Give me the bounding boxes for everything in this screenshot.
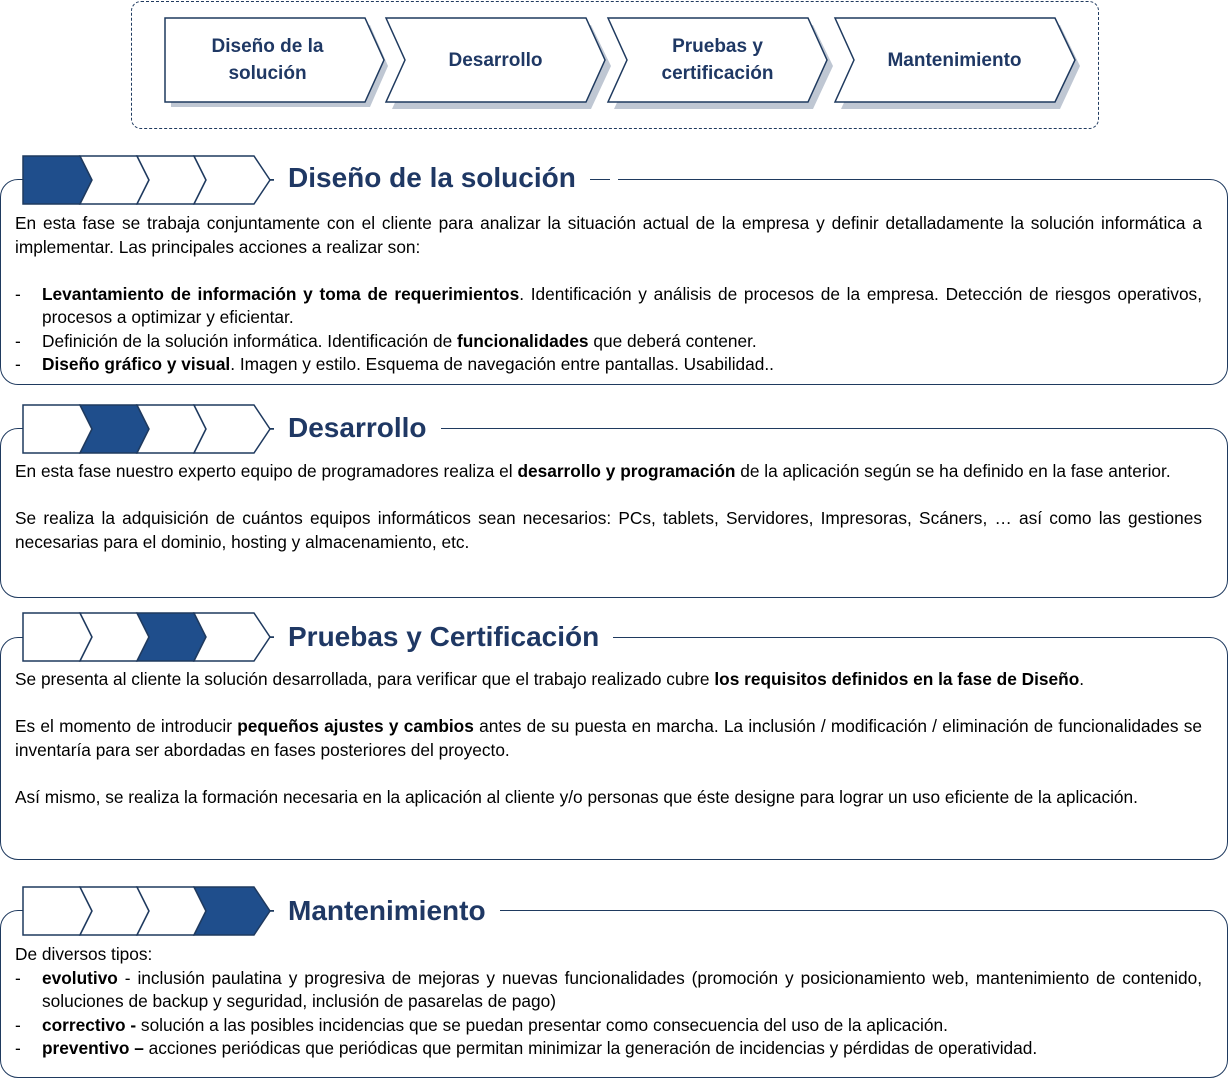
section-title: Mantenimiento	[274, 893, 500, 929]
progress-chevrons-icon	[22, 886, 302, 936]
flow-step-label: Mantenimiento	[887, 49, 1022, 71]
list-item: - evolutivo - inclusión paulatina y progresiva de mejoras y nuevas funcionalidades (promoción y posicionamiento web, mantenimiento de contenido, soluciones de backup y seguridad, inclusión de pasarelas de pago)	[15, 967, 1202, 1014]
section-title: Desarrollo	[274, 410, 441, 446]
section-paragraph: Se realiza la adquisición de cuántos equipos informáticos sean necesarios: PCs, tablets, Servidores, Impresoras, Scáners, … así como las gestiones necesarias para el dominio, hosting y almacenamiento, etc.	[15, 508, 1202, 552]
section-paragraph: Así mismo, se realiza la formación necesaria en la aplicación al cliente y/o personas que éste designe para lograr un uso eficiente de la aplicación.	[15, 786, 1138, 807]
list-item: - Diseño gráfico y visual. Imagen y estilo. Esquema de navegación entre pantallas. Usabilidad..	[15, 353, 1202, 377]
progress-chevrons-icon	[22, 404, 302, 454]
flow-step-pruebas	[608, 18, 830, 104]
progress-chevrons-icon	[22, 612, 302, 662]
section-pruebas-body	[15, 668, 1202, 809]
flow-step-label: Pruebas y	[672, 36, 763, 57]
section-paragraph: Se presenta al cliente la solución desarrollada, para verificar que el trabajo realizado cubre los requisitos definidos en la fase de Diseño.	[15, 669, 1085, 689]
list-item: - preventivo – acciones periódicas que periódicas que permitan minimizar la generación de incidencias y pérdidas de operatividad.	[15, 1037, 1202, 1061]
flow-step-label: Desarrollo	[448, 49, 543, 71]
flow-step-desarrollo	[386, 18, 608, 104]
section-intro: En esta fase se trabaja conjuntamente con el cliente para analizar la situación actual de la empresa y definir detalladamente la solución informática a implementar. Las principales acciones a realizar son:	[15, 213, 1202, 257]
section-mantenimiento-body	[15, 943, 1202, 1061]
bullet-list	[15, 283, 1202, 377]
section-desarrollo-body	[15, 460, 1202, 554]
section-title: Pruebas y Certificación	[274, 619, 613, 655]
flow-step-label: solución	[228, 63, 307, 84]
flow-step-label: certificación	[661, 63, 774, 84]
bullet-list	[15, 967, 1202, 1061]
flow-step-label: Diseño de la	[211, 36, 324, 57]
section-paragraph: En esta fase nuestro experto equipo de programadores realiza el desarrollo y programación de la aplicación según se ha definido en la fase anterior.	[15, 461, 1171, 481]
list-item: - Definición de la solución informática. Identificación de funcionalidades que deberá contener.	[15, 330, 1202, 354]
list-item: - Levantamiento de información y toma de requerimientos. Identificación y análisis de procesos de la empresa. Detección de riesgos operativos, procesos a optimizar y eficientar.	[15, 283, 1202, 330]
section-title: Diseño de la solución	[274, 160, 590, 196]
flow-step-diseno	[165, 18, 387, 104]
section-intro: De diversos tipos:	[15, 944, 153, 964]
section-diseno-body	[15, 212, 1202, 377]
list-item: - correctivo - solución a las posibles incidencias que se puedan presentar como consecuencia del uso de la aplicación.	[15, 1014, 1202, 1038]
section-paragraph: Es el momento de introducir pequeños ajustes y cambios antes de su puesta en marcha. La inclusión / modificación / eliminación de funcionalidades se inventaría para ser abordadas en fases posteriores del proyecto.	[15, 716, 1202, 760]
progress-chevrons-icon	[22, 155, 302, 205]
flow-step-mantenimiento	[835, 18, 1078, 104]
